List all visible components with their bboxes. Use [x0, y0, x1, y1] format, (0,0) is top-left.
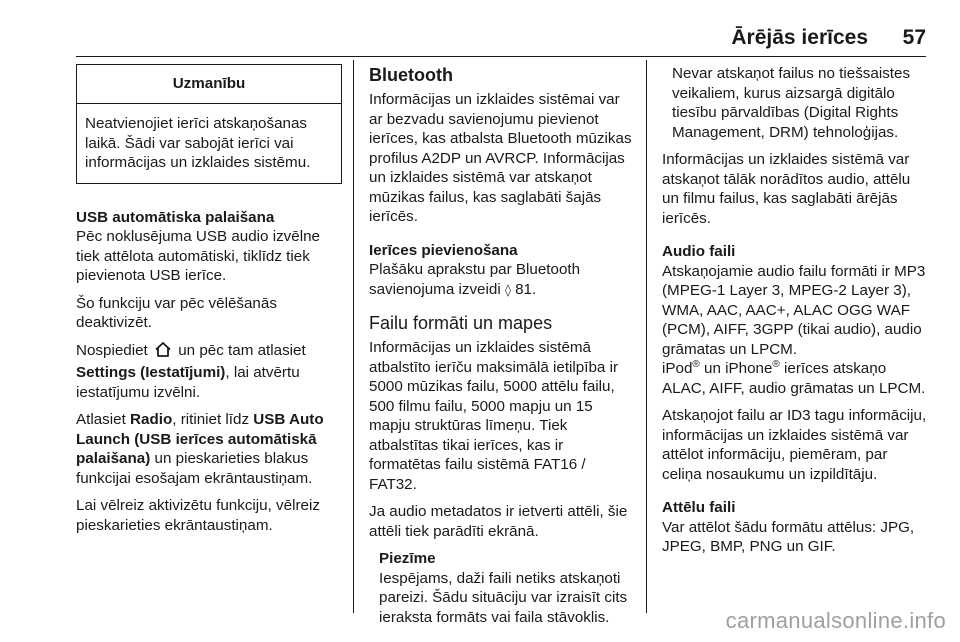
id3-text: Atskaņojot failu ar ID3 tagu informāciju, informācijas un izklaides sistēmā var attēlot informāciju, piemēram, par celiņa nosaukumu un izpildītāju. — [662, 407, 927, 483]
file-formats-text: Informācijas un izklaides sistēmā atbalstīto ierīču maksimālā ietilpība ir 5000 mūzikas failu, 5000 attēlu failu, 500 filmu failu, 5000 mapju un 15 mapju struktūras līmeņu. Tiek atbalstītas tikai ierīces, kas ir formatētas failu sistēmā FAT16 / FAT32. — [369, 339, 619, 493]
home-icon — [154, 341, 172, 364]
select-radio-instruction — [76, 410, 342, 488]
column-divider-right — [646, 60, 647, 613]
column-2 — [369, 64, 635, 627]
metadata-text: Ja audio metadatos ir ietverti attēli, šie attēli tiek parādīti ekrānā. — [369, 503, 628, 540]
connect-device-text — [369, 260, 635, 300]
column-3 — [662, 64, 930, 565]
usb-auto-launch-heading: USB automātiska palaišana — [76, 208, 275, 226]
column-1 — [76, 64, 342, 543]
registered-mark: ® — [692, 358, 700, 370]
iphone-label: un iPhone — [699, 360, 773, 377]
page-number: 57 — [902, 26, 926, 49]
bluetooth-text: Informācijas un izklaides sistēmai var ar bezvadu savienojumu pievienot ierīces, kas atbalsta Bluetooth mūzikas profilus A2DP un AVRCP. Informācijas un izklaides sistēmā var atskaņot mūzikas failus, kas saglabāti šajās ierīcēs. — [369, 91, 632, 225]
select-text: Atlasiet — [76, 411, 126, 428]
reactivate-text: Lai vēlreiz aktivizētu funkciju, vēlreiz pieskarieties ekrāntaustiņam. — [76, 497, 320, 534]
settings-label: Settings (Iestatījumi) — [76, 364, 226, 381]
warning-box — [76, 64, 342, 184]
page-header-title: Ārējās ierīces — [731, 26, 868, 49]
audio-files-heading: Audio faili — [662, 243, 736, 260]
header-divider — [76, 56, 926, 57]
watermark: carmanualsonline.info — [725, 608, 946, 633]
note-text: Iespējams, daži faili netiks atskaņoti pareizi. Šādu situāciju var izraisīt cits ieraksta formāts vai faila stāvoklis. — [379, 569, 628, 626]
note-block — [369, 549, 635, 627]
cross-reference-arrow-icon: ◊ — [504, 282, 511, 297]
press-text-2: un pēc tam atlasiet — [178, 341, 306, 359]
file-formats-heading: Failu formāti un mapes — [369, 313, 553, 333]
ipod-support-text — [662, 359, 930, 398]
usb-auto-launch-text: Pēc noklusējuma USB audio izvēlne tiek attēlota automātiski, tiklīdz tiek pievienota USB ierīce. — [76, 228, 320, 284]
radio-label: Radio — [130, 411, 173, 428]
column-divider-left — [353, 60, 354, 613]
connect-device-heading: Ierīces pievienošana — [369, 241, 518, 259]
image-formats-text: Var attēlot šādu formātu attēlus: JPG, JPEG, BMP, PNG un GIF. — [662, 518, 915, 555]
press-text: Nospiediet — [76, 341, 148, 359]
warning-title: Uzmanību — [77, 65, 341, 104]
bluetooth-heading: Bluetooth — [369, 65, 453, 85]
note-title: Piezīme — [379, 550, 436, 567]
image-files-heading: Attēlu faili — [662, 499, 736, 516]
press-home-instruction — [76, 341, 342, 403]
select-text-2: , ritiniet līdz — [172, 411, 250, 428]
deactivate-text: Šo funkciju var pēc vēlēšanās deaktivizēt. — [76, 294, 277, 331]
connect-device-body: Plašāku aprakstu par Bluetooth savienojuma izveidi — [369, 261, 581, 298]
ipod-label: iPod — [662, 360, 693, 377]
drm-text: Nevar atskaņot failus no tiešsaistes veikaliem, kurus aizsargā digitālo tiesību pārvaldības (Digital Rights Management, DRM) tehnoloģijas. — [672, 65, 911, 141]
registered-mark-2: ® — [772, 358, 780, 370]
press-text-3: , lai atvērtu iestatījumu izvēlni. — [76, 364, 300, 401]
playable-files-text: Informācijas un izklaides sistēmā var atskaņot tālāk norādītos audio, attēlu un filmu failus, kas saglabāti ārējās ierīcēs. — [662, 151, 911, 227]
select-text-3: un pieskarieties blakus funkcijai esošajam ekrāntaustiņam. — [76, 450, 313, 487]
cross-reference-page: 81. — [515, 280, 537, 298]
audio-formats-text: Atskaņojamie audio failu formāti ir MP3 (MPEG-1 Layer 3, MPEG-2 Layer 3), WMA, AAC, AAC+, ALAC OGG WAF (PCM), AIFF, 3GPP (tikai audio), audio grāmatas un LPCM. — [662, 262, 926, 358]
usb-auto-launch-label: USB Auto Launch (USB ierīces automātiskā palaišana) — [76, 411, 324, 467]
warning-text: Neatvienojiet ierīci atskaņošanas laikā. Šādi var sabojāt ierīci vai informācijas un izklaides sistēmu. — [85, 115, 311, 171]
ipod-support-body: ierīces atskaņo ALAC, AIFF, audio grāmatas un LPCM. — [662, 360, 926, 397]
